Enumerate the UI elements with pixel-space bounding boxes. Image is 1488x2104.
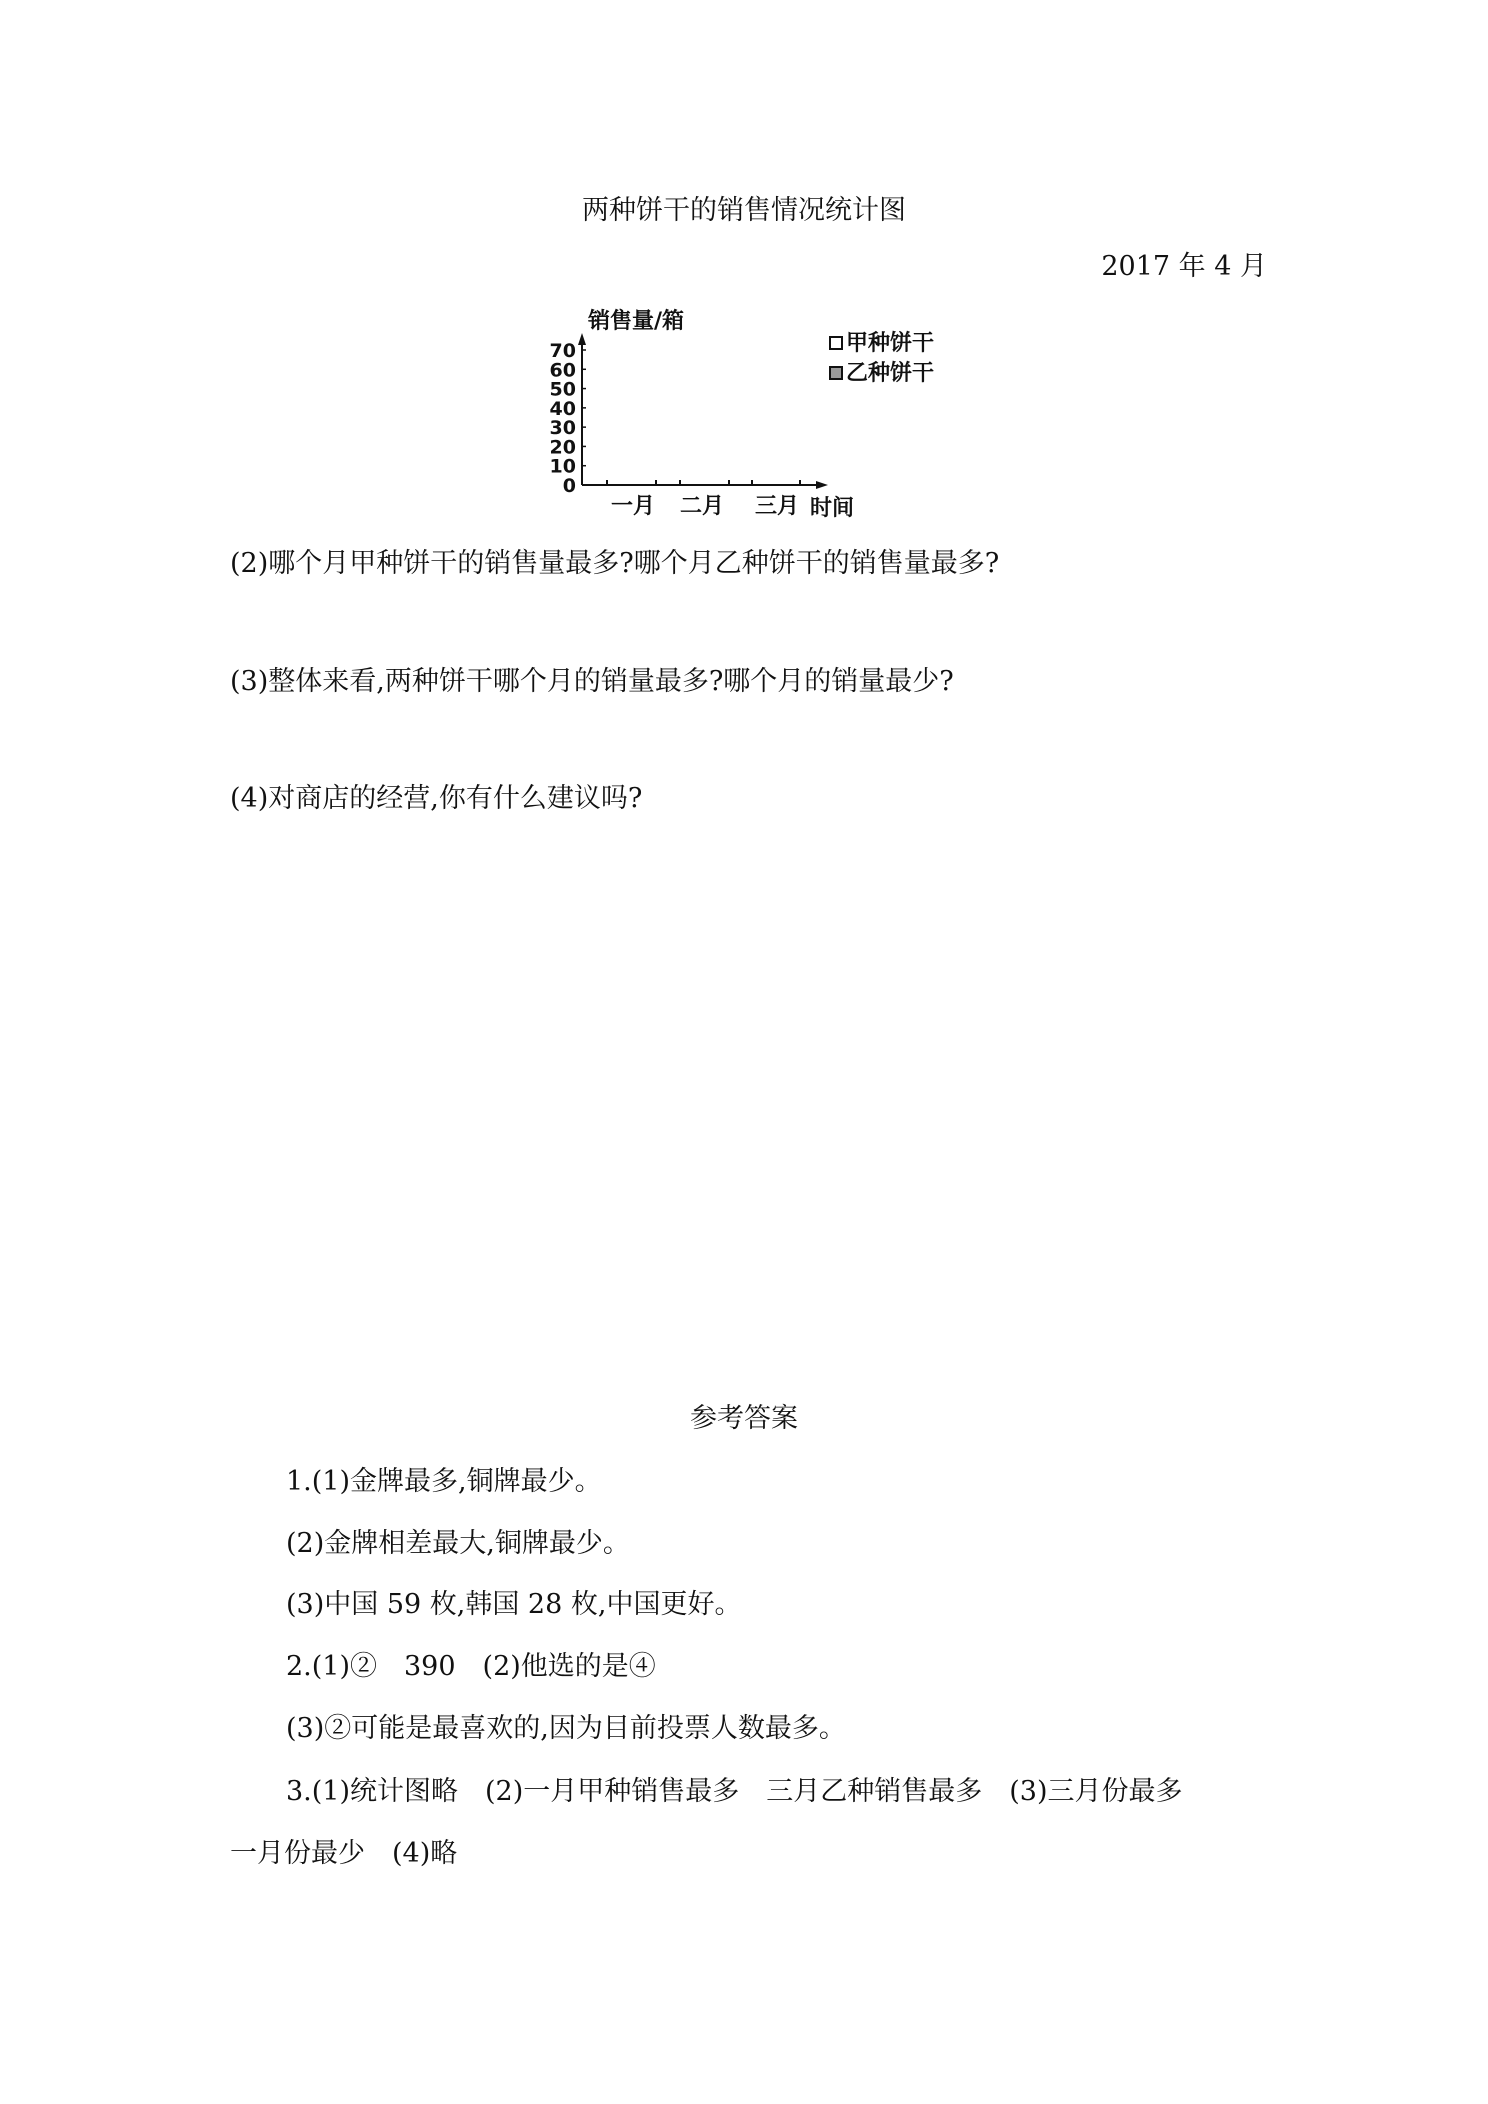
- y-tick-label: 10: [549, 455, 576, 478]
- question-3: (3)整体来看,两种饼干哪个月的销量最多?哪个月的销量最少?: [230, 666, 954, 697]
- y-tick-label: 70: [549, 340, 576, 362]
- legend-label-yi: 乙种饼干: [846, 361, 935, 386]
- y-tick-label: 30: [549, 417, 576, 440]
- answer-line-4: 2.(1)② 390 (2)他选的是④: [286, 1651, 656, 1682]
- legend-swatch-jia: [830, 337, 842, 349]
- x-axis-label: 时间: [810, 496, 855, 521]
- y-axis-arrow: [578, 333, 586, 345]
- sales-chart-svg: [530, 305, 970, 525]
- y-tick-label: 0: [562, 475, 576, 497]
- legend-swatch-yi: [830, 367, 842, 379]
- legend-label-jia: 甲种饼干: [846, 331, 935, 356]
- sales-chart: [530, 305, 970, 525]
- answer-line-6: 3.(1)统计图略 (2)一月甲种销售最多 三月乙种销售最多 (3)三月份最多: [286, 1776, 1183, 1807]
- answer-line-2: (2)金牌相差最大,铜牌最少。: [286, 1528, 630, 1559]
- answer-line-1: 1.(1)金牌最多,铜牌最少。: [286, 1466, 602, 1497]
- question-4: (4)对商店的经营,你有什么建议吗?: [230, 783, 643, 814]
- y-tick-label: 50: [549, 378, 576, 401]
- y-tick-label: 60: [549, 359, 576, 382]
- y-tick-group: [550, 340, 586, 497]
- answer-line-3: (3)中国 59 枚,韩国 28 枚,中国更好。: [286, 1589, 742, 1620]
- x-category-label: 二月: [679, 494, 725, 519]
- y-axis-label: 销售量/箱: [588, 309, 685, 334]
- chart-date: 2017 年 4 月: [1101, 251, 1267, 282]
- answers-title: 参考答案: [690, 1403, 798, 1434]
- x-category-label: 一月: [610, 494, 656, 519]
- y-tick-label: 40: [549, 397, 576, 420]
- y-tick-label: 20: [549, 436, 576, 459]
- answer-line-7: 一月份最少 (4)略: [230, 1838, 458, 1869]
- x-category-label: 三月: [754, 494, 800, 519]
- question-2: (2)哪个月甲种饼干的销售量最多?哪个月乙种饼干的销售量最多?: [230, 548, 1000, 579]
- x-axis-arrow: [816, 481, 828, 489]
- answer-line-5: (3)②可能是最喜欢的,因为目前投票人数最多。: [286, 1713, 846, 1744]
- chart-title: 两种饼干的销售情况统计图: [582, 195, 906, 226]
